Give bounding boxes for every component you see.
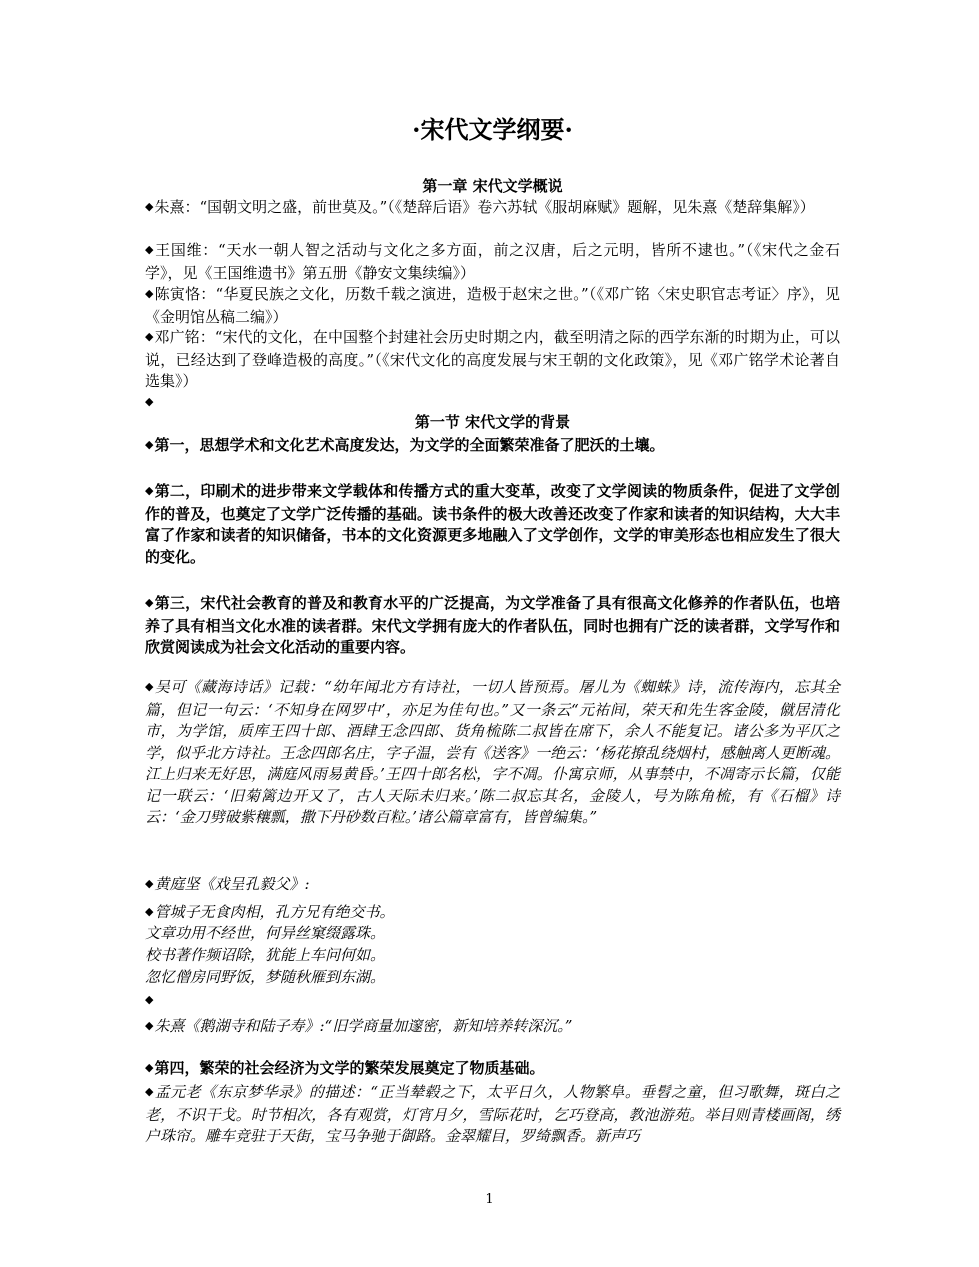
document-title: ·宋代文学纲要·: [412, 115, 573, 144]
poem-line-3: 校书著作频诏除，犹能上车问何如。: [145, 946, 386, 964]
section-heading: 第一节 宋代文学的背景: [414, 413, 571, 431]
quote-chenyinke: ◆陈寅恪：“华夏民族之文化，历数千载之演进，造极于赵宋之世。”（《邓广铭〈宋史职官志考证〉序》，见《金明馆丛稿二编》）: [145, 285, 840, 326]
poem-line-2: 文章功用不经世，何异丝窠缀露珠。: [145, 924, 386, 942]
mengyuanlao-quote: ◆孟元老《东京梦华录》的描述：“正当辇毂之下，太平日久，人物繁阜。垂髫之童，但习歌舞，斑白之老，不识干戈。时节相次，各有观赏，灯宵月夕，雪际花时，乞巧登高，教池游苑。举目则青楼画阁，绣户珠帘。雕车竞驻于天街，宝马争驰于御路。金翠耀目，罗绮飘香。新声巧: [145, 1083, 840, 1145]
page-number: 1: [485, 1192, 494, 1207]
chapter-heading: 第一章 宋代文学概说: [422, 177, 563, 195]
poem-line-1: ◆管城子无食肉相，孔方兄有绝交书。: [145, 903, 395, 921]
bullet-icon: ◆: [145, 243, 155, 256]
point-one: ◆第一，思想学术和文化艺术高度发达，为文学的全面繁荣准备了肥沃的土壤。: [145, 436, 665, 454]
quote-denguangming: ◆邓广铭：“宋代的文化，在中国整个封建社会历史时期之内，截至明清之际的西学东渐的时期为止，可以说，已经达到了登峰造极的高度。”（《宋代文化的高度发展与宋王朝的文化政策》，见《邓广铭学术论著自选集》）: [145, 328, 840, 390]
bullet-icon: ◆: [145, 330, 154, 343]
bullet-icon: ◆: [145, 438, 154, 451]
bullet-icon: ◆: [145, 1061, 154, 1074]
quote-wangguowei: ◆王国维：“天水一朝人智之活动与文化之多方面，前之汉唐，后之元明，皆所不逮也。”（《宋代之金石学》，见《王国维遗书》第五册《静安文集续编》）: [145, 241, 840, 282]
bullet-icon: ◆: [145, 905, 154, 918]
wuke-quote: ◆吴可《藏海诗话》记载：“幼年闻北方有诗社，一切人皆预焉。屠儿为《蜘蛛》诗，流传海内，忘其全篇，但记一句云：‘不知身在网罗中’，亦足为佳句也。”又一条云“元祐间，荣天和先生客金陵，僦居清化市，为学馆，质库王四十郎、酒肆王念四郎、货角梳陈二叔皆在席下，余人不能复记。诸公多为平仄之学，似乎北方诗社。王念四郎名庄，字子温，尝有《送客》一绝云：‘杨花撩乱绕烟村，感触离人更断魂。江上归来无好思，满庭风雨易黄昏。’王四十郎名松，字不凋。仆寓京师，从事禁中，不凋寄示长篇，仅能记一联云：‘旧菊篱边开又了，古人天际未归来。’陈二叔忘其名，金陵人，号为陈角梳，有《石榴》诗云：‘金刀劈破紫穰瓢，撒下丹砂数百粒。’诸公篇章富有，皆曾编集。”: [145, 678, 840, 826]
quote-zhuxi: ◆朱熹：“国朝文明之盛，前世莫及。”（《楚辞后语》卷六苏轼《服胡麻赋》题解，见朱熹《楚辞集解》）: [145, 198, 815, 216]
bullet-icon: ◆: [145, 877, 154, 890]
bullet-icon: ◆: [145, 680, 154, 693]
point-two: ◆第二，印刷术的进步带来文学载体和传播方式的重大变革，改变了文学阅读的物质条件，促进了文学创作的普及，也奠定了文学广泛传播的基础。读书条件的极大改善还改变了作家和读者的知识结构，大大丰富了作家和读者的知识储备，书本的文化资源更多地融入了文学创作，文学的审美形态也相应发生了很大的变化。: [145, 482, 840, 566]
bullet-icon: ◆: [145, 993, 154, 1006]
bullet-icon: ◆: [145, 484, 154, 497]
point-three: ◆第三，宋代社会教育的普及和教育水平的广泛提高，为文学准备了具有很高文化修养的作者队伍，也培养了具有相当文化水准的读者群。宋代文学拥有庞大的作者队伍，同时也拥有广泛的读者群，文学写作和欣赏阅读成为社会文化活动的重要内容。: [145, 594, 840, 656]
bullet-icon: ◆: [145, 1019, 154, 1032]
bullet-icon: ◆: [145, 287, 154, 300]
empty-bullet: [145, 990, 840, 1013]
bullet-icon: ◆: [145, 395, 154, 408]
bullet-icon: ◆: [145, 200, 154, 213]
point-four: ◆第四，繁荣的社会经济为文学的繁荣发展奠定了物质基础。: [145, 1059, 545, 1077]
bullet-icon: ◆: [145, 596, 154, 609]
zhuxi-quote: ◆朱熹《鹅湖寺和陆子寿》:“旧学商量加邃密，新知培养转深沉。”: [145, 1017, 573, 1035]
huangtingjian-title: ◆黄庭坚《戏呈孔毅父》:: [145, 875, 310, 893]
bullet-icon: ◆: [145, 1085, 154, 1098]
poem-line-4: 忽忆僧房同野饭，梦随秋雁到东湖。: [145, 968, 386, 986]
